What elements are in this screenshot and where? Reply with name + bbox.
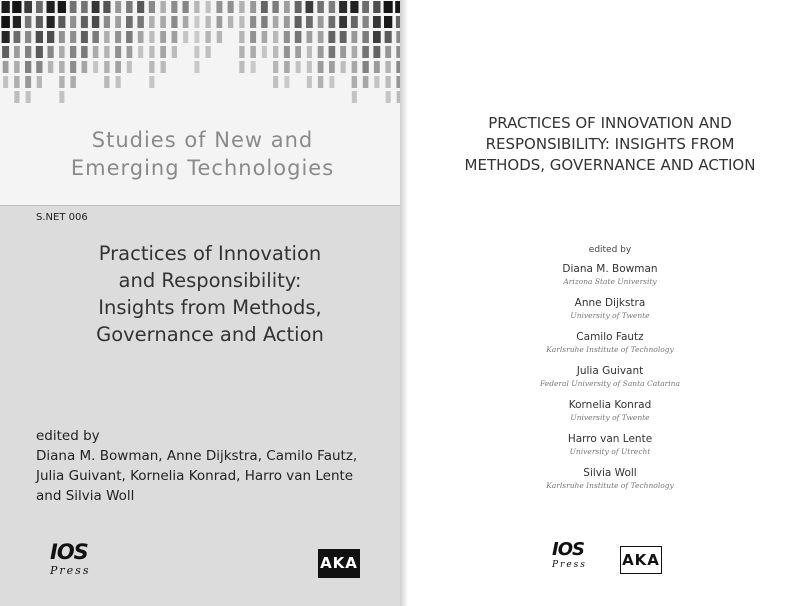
ios-logo-text: IOS [50, 540, 88, 564]
pattern-bar [216, 1, 222, 13]
cover-divider [0, 205, 405, 206]
pattern-bar [329, 61, 335, 73]
editor-name: Anne Dijkstra [574, 297, 646, 309]
pattern-bar [329, 1, 335, 13]
pattern-bar [295, 16, 302, 28]
pattern-bar [127, 46, 133, 58]
pattern-bar [3, 76, 8, 88]
pattern-bar [194, 61, 199, 73]
pattern-bar [126, 16, 133, 28]
pattern-bar [14, 91, 19, 103]
press-logo-text: Press [50, 564, 91, 577]
pattern-bar [115, 61, 121, 73]
editor-name: Harro van Lente [567, 433, 653, 445]
editor-affiliation: Karlsruhe Institute of Technology [546, 481, 674, 490]
pattern-bar [307, 31, 313, 43]
pattern-bar [26, 91, 31, 103]
pattern-bar [59, 31, 65, 43]
pattern-bar [205, 31, 210, 43]
pattern-bar [47, 16, 55, 28]
pattern-bar [217, 16, 223, 28]
editor-entry [410, 399, 810, 433]
pattern-bar [363, 76, 369, 88]
pattern-bar [115, 31, 121, 43]
pattern-bar [363, 16, 369, 28]
press-logo-text: Press [552, 560, 587, 570]
pattern-bar [373, 16, 381, 28]
pattern-bar [307, 61, 312, 73]
pattern-bar [25, 61, 31, 73]
pattern-bar [81, 16, 88, 28]
pattern-bar [183, 16, 189, 28]
pattern-bar [339, 1, 347, 13]
cover-title-line: Practices of Innovation [98, 242, 322, 265]
pattern-bar [160, 46, 166, 58]
pattern-bar [318, 46, 324, 58]
pattern-bar [183, 1, 189, 13]
pattern-bar [373, 46, 380, 58]
pattern-bar [25, 76, 31, 88]
aka-logo: AKA [318, 549, 360, 578]
cover-editors [36, 426, 396, 506]
pattern-bar [47, 1, 55, 13]
pattern-bar [373, 1, 380, 13]
pattern-bar [104, 46, 109, 58]
pattern-bar [351, 31, 357, 43]
pattern-bar [296, 61, 301, 73]
pattern-bar [385, 61, 390, 73]
editor-name: Camilo Fautz [576, 331, 644, 343]
pattern-bar [70, 31, 76, 43]
pattern-bar [194, 16, 199, 28]
cover-editors-line: edited by [36, 428, 100, 444]
pattern-bar [25, 16, 32, 28]
ios-press-logo [50, 540, 90, 577]
pattern-bar [104, 16, 110, 28]
pattern-bar [351, 16, 358, 28]
pattern-bar [284, 76, 289, 88]
editor-entry [410, 433, 810, 467]
pattern-bar [137, 1, 144, 13]
pattern-bar [92, 1, 100, 13]
pattern-bar [318, 31, 324, 43]
pattern-bar [115, 46, 121, 58]
pattern-bar [14, 61, 20, 73]
pattern-bar [59, 91, 64, 103]
pattern-bar [250, 1, 256, 13]
pattern-bar [172, 46, 177, 58]
editor-entry [410, 331, 810, 365]
pattern-bar [273, 31, 278, 43]
cover-title-line: Governance and Action [96, 323, 324, 346]
pattern-bar [318, 16, 324, 28]
pattern-bar [385, 46, 391, 58]
editor-name: Diana M. Bowman [562, 263, 658, 275]
pattern-bar [70, 1, 77, 13]
editor-entry [410, 467, 810, 501]
pattern-bar [329, 76, 334, 88]
cover-editors-line: Julia Guivant, Kornelia Konrad, Harro van Lente [36, 468, 354, 484]
pattern-bar [318, 76, 323, 88]
pattern-bar [127, 61, 132, 73]
pattern-bar [306, 1, 314, 13]
pattern-bar [306, 16, 313, 28]
pattern-bar [261, 16, 267, 28]
cover-title [60, 240, 360, 348]
pattern-bar [273, 76, 278, 88]
editor-entry [410, 297, 810, 331]
cover-header [0, 0, 405, 205]
title-page-line: METHODS, GOVERNANCE AND ACTION [464, 156, 756, 174]
pattern-bar [104, 61, 109, 73]
pattern-bar [47, 31, 54, 43]
pattern-bar [1, 16, 10, 28]
page-gutter [400, 0, 408, 606]
series-title-line2: Emerging Technologies [70, 156, 335, 180]
pattern-bar [362, 1, 369, 13]
pattern-bar [194, 1, 199, 13]
pattern-bar [317, 1, 324, 13]
pattern-bar [250, 46, 256, 58]
title-page-line: RESPONSIBILITY: INSIGHTS FROM [485, 135, 735, 153]
pattern-bar [384, 1, 393, 13]
pattern-bar [183, 31, 188, 43]
pattern-bar [194, 46, 199, 58]
pattern-bar [36, 61, 42, 73]
pattern-bar [239, 61, 244, 73]
pattern-bar [12, 1, 21, 13]
pattern-bar [82, 61, 88, 73]
pattern-bar [2, 1, 10, 13]
cover-pattern [0, 0, 405, 120]
pattern-bar [384, 16, 392, 28]
pattern-bar [329, 46, 336, 58]
pattern-bar [386, 76, 391, 88]
pattern-bar [160, 31, 166, 43]
pattern-bar [48, 46, 54, 58]
pattern-bar [206, 46, 211, 58]
pattern-bar [116, 76, 121, 88]
pattern-bar [352, 46, 358, 58]
pattern-bar [284, 46, 290, 58]
pattern-bar [373, 31, 381, 43]
title-page-aka-logo: AKA [620, 546, 662, 574]
editor-affiliation: Federal University of Santa Catarina [540, 379, 680, 388]
pattern-bar [295, 31, 302, 43]
pattern-bar [318, 61, 324, 73]
pattern-bar [126, 31, 133, 43]
editor-name: Kornelia Konrad [568, 399, 652, 411]
editor-entry [410, 365, 810, 399]
pattern-bar [149, 46, 154, 58]
pattern-bar [250, 31, 256, 43]
pattern-bar [239, 1, 244, 13]
pattern-bar [206, 16, 211, 28]
pattern-bar [2, 46, 9, 58]
cover-title-line: Insights from Methods, [98, 296, 322, 319]
pattern-bar [272, 1, 278, 13]
pattern-bar [115, 1, 121, 13]
editor-affiliation: Karlsruhe Institute of Technology [546, 345, 674, 354]
pattern-bar [261, 1, 268, 13]
pattern-bar [81, 31, 88, 43]
pattern-bar [329, 16, 336, 28]
pattern-bar [138, 31, 144, 43]
pattern-bar [36, 31, 43, 43]
pattern-bar [58, 1, 66, 13]
pattern-bar [103, 1, 110, 13]
pattern-bar [362, 31, 369, 43]
pattern-bar [126, 1, 133, 13]
pattern-bar [250, 16, 256, 28]
pattern-bar [352, 91, 357, 103]
pattern-bar [36, 46, 43, 58]
cover-editors-line: and Silvia Woll [36, 488, 135, 504]
pattern-bar [284, 31, 290, 43]
ios-logo-text: IOS [552, 539, 584, 560]
pattern-bar [149, 31, 154, 43]
pattern-bar [160, 1, 166, 13]
pattern-bar [262, 46, 267, 58]
pattern-bar [251, 61, 256, 73]
pattern-bar [14, 76, 20, 88]
edited-by-label: edited by [588, 245, 632, 255]
pattern-bar [3, 61, 9, 73]
pattern-bar [273, 61, 278, 73]
pattern-bar [70, 61, 76, 73]
pattern-bar [374, 76, 379, 88]
editor-name: Julia Guivant [576, 365, 644, 377]
pattern-bar [239, 46, 244, 58]
pattern-bar [194, 31, 199, 43]
pattern-bar [273, 46, 278, 58]
pattern-bar [14, 31, 21, 43]
pattern-bar [59, 46, 65, 58]
editor-list [410, 263, 810, 501]
pattern-bar [160, 16, 166, 28]
pattern-bar [307, 76, 312, 88]
pattern-bar [59, 61, 65, 73]
pattern-bar [172, 31, 178, 43]
pattern-bar [13, 16, 21, 28]
title-page-title [410, 113, 810, 176]
title-page-ios-logo [552, 539, 587, 570]
pattern-bar [138, 46, 143, 58]
pattern-bar [284, 16, 290, 28]
pattern-bar [37, 76, 42, 88]
pattern-bar [295, 46, 301, 58]
pattern-bar [92, 16, 99, 28]
pattern-bar [262, 31, 268, 43]
cover-editors-line: Diana M. Bowman, Anne Dijkstra, Camilo Fautz, [36, 448, 358, 464]
editor-affiliation: University of Utrecht [569, 447, 651, 456]
pattern-bar [362, 46, 369, 58]
editor-entry [410, 263, 810, 297]
pattern-bar [307, 46, 312, 58]
pattern-bar [104, 31, 110, 43]
editor-affiliation: Arizona State University [563, 277, 657, 286]
pattern-bar [81, 1, 88, 13]
pattern-bar [24, 1, 32, 13]
editor-affiliation: University of Twente [570, 311, 650, 320]
pattern-bar [59, 76, 64, 88]
pattern-bar [25, 31, 31, 43]
pattern-bar [161, 61, 166, 73]
pattern-bar [284, 1, 290, 13]
pattern-bar [328, 31, 335, 43]
pattern-bar [171, 16, 177, 28]
pattern-bar [81, 46, 88, 58]
pattern-bar [273, 16, 279, 28]
pattern-bar [386, 91, 391, 103]
pattern-bar [340, 46, 346, 58]
pattern-bar [228, 16, 233, 28]
title-page [410, 0, 810, 606]
pattern-bar [92, 31, 99, 43]
pattern-bar [70, 16, 76, 28]
pattern-bar [352, 76, 358, 88]
series-code: S.NET 006 [36, 212, 88, 223]
pattern-bar [149, 1, 155, 13]
pattern-bar [149, 16, 155, 28]
editor-affiliation: University of Twente [570, 413, 650, 422]
pattern-bar [70, 76, 76, 88]
series-title-line1: Studies of New and [91, 128, 314, 152]
pattern-bar [149, 61, 154, 73]
pattern-bar [350, 1, 358, 13]
pattern-bar [374, 61, 380, 73]
pattern-bar [2, 31, 10, 43]
pattern-bar [295, 1, 302, 13]
pattern-bar [239, 16, 244, 28]
pattern-bar [104, 76, 109, 88]
pattern-bar [340, 31, 347, 43]
pattern-bar [206, 1, 211, 13]
pattern-bar [48, 61, 53, 73]
pattern-bar [93, 61, 98, 73]
pattern-bar [341, 61, 346, 73]
pattern-bar [115, 16, 121, 28]
editor-name: Silvia Woll [583, 467, 637, 479]
pattern-bar [284, 61, 290, 73]
title-page-line: PRACTICES OF INNOVATION AND [488, 114, 732, 132]
pattern-bar [36, 1, 43, 13]
pattern-bar [385, 31, 392, 43]
pattern-bar [171, 1, 177, 13]
pattern-bar [149, 76, 154, 88]
pattern-bar [339, 16, 347, 28]
pattern-bar [36, 16, 43, 28]
pattern-bar [25, 46, 31, 58]
pattern-bar [14, 46, 20, 58]
pattern-bar [228, 1, 234, 13]
pattern-bar [352, 61, 358, 73]
pattern-bar [363, 61, 369, 73]
cover-title-line: and Responsibility: [118, 269, 302, 292]
pattern-bar [58, 16, 65, 28]
pattern-bar [137, 16, 144, 28]
pattern-bar [217, 31, 222, 43]
pattern-bar [239, 31, 244, 43]
pattern-bar [70, 46, 76, 58]
pattern-bar [93, 46, 99, 58]
